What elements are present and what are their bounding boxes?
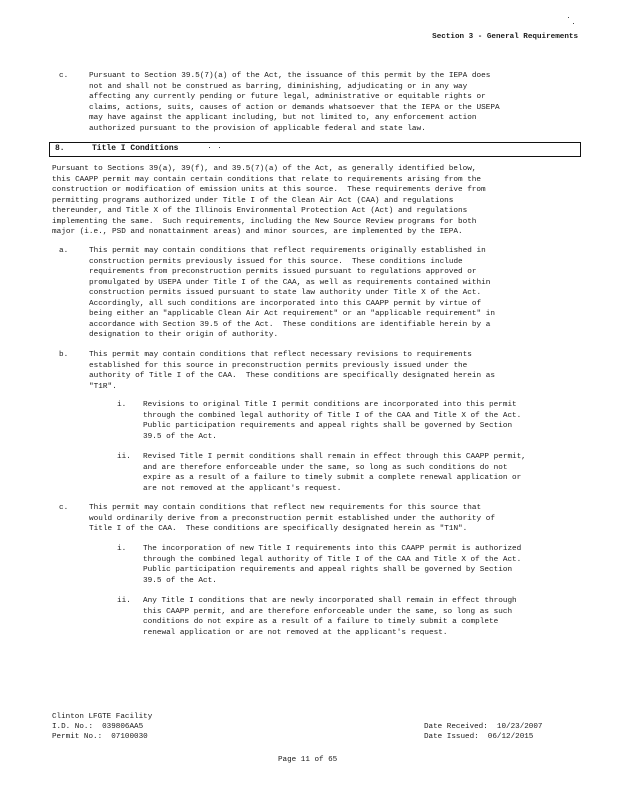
text-line: permitting programs authorized under Title I of the Clean Air Act (CAA) and regulations (52, 196, 454, 205)
item-b-ii-text (143, 452, 526, 494)
item-a-label: a. (59, 247, 69, 255)
text-line: accordance with Section 39.5 of the Act. These conditions are identifiable herein by a (89, 320, 491, 329)
text-line: Any Title I conditions that are newly incorporated shall remain in effect through (143, 597, 517, 605)
section-header: Section 3 - General Requirements (432, 33, 578, 41)
text-line: established for this source in preconstruction permits previously issued under the (89, 361, 468, 370)
item-b-i-label: i. (117, 401, 127, 409)
text-line: this CAAPP permit may contain certain conditions that relate to requirements arising from the (52, 175, 482, 184)
para-c-label: c. (59, 72, 69, 80)
para-c-text (89, 71, 500, 134)
text-line: promulgated by USEPA under Title I of the CAA, as well as requirements contained within (89, 278, 491, 287)
text-line: not and shall not be construed as barring, diminishing, adjudicating or in any way (89, 82, 468, 91)
text-line: major (i.e., PSD and nonattainment areas) and minor sources, are implemented by the IEPA. (52, 228, 463, 236)
text-line: conditions do not expire as a result of a failure to timely submit a complete (143, 618, 499, 626)
footer-permit-no: Permit No.: 07100030 (52, 733, 148, 741)
text-line: construction or modification of emission units at this source. These requirements derive from (52, 186, 486, 194)
text-line: thereunder, and Title X of the Illinois Environmental Protection Act (Act) and regulations (52, 207, 468, 215)
text-line: designation to their origin of authority. (89, 331, 279, 339)
text-line: being either an "applicable Clean Air Act requirement" or an "applicable requirement" in (89, 310, 495, 318)
item-c-ii-text (143, 596, 517, 638)
text-line: authority of Title I of the CAA. These conditions are specifically designated herein as (89, 372, 495, 380)
section-heading-box (49, 142, 581, 157)
text-line: This permit may contain conditions that reflect requirements originally established in (89, 247, 486, 255)
text-line: requirements from preconstruction permits issued pursuant to regulations approved or (89, 268, 477, 276)
item-c-i-label: i. (117, 545, 127, 553)
item-b-i-text (143, 400, 521, 442)
footer-id-no: I.D. No.: 039806AA5 (52, 723, 144, 731)
text-line: and are therefore enforceable under the same, so long as such conditions do not (143, 463, 508, 472)
text-line: Title I of the CAA. These conditions are specifically designated herein as "T1N". (89, 525, 468, 533)
text-line: 39.5 of the Act. (143, 432, 217, 441)
text-line: through the combined legal authority of Title I of the CAA and Title X of the Act. (143, 555, 522, 564)
text-line: The incorporation of new Title I requirements into this CAAPP permit is authorized (143, 545, 522, 553)
item-b-label: b. (59, 351, 69, 359)
section-title: Title I Conditions (92, 144, 179, 153)
item-b-ii-label: ii. (117, 453, 131, 461)
item-a-text (89, 246, 495, 341)
text-line: implementing the same. Such requirements, including the New Source Review programs for both (52, 217, 477, 226)
footer-date-issued: Date Issued: 06/12/2015 (424, 733, 534, 741)
text-line: this CAAPP permit, and are therefore enforceable under the same, so long as such (143, 607, 513, 616)
footer-date-received: Date Received: 10/23/2007 (424, 723, 543, 731)
intro-paragraph (52, 164, 486, 238)
text-line: expire as a result of a failure to timely submit a complete renewal application or (143, 474, 522, 482)
text-line: Public participation requirements and appeal rights shall be governed by Section (143, 566, 513, 574)
item-b-text (89, 350, 495, 392)
text-line: Revisions to original Title I permit conditions are incorporated into this permit (143, 401, 517, 409)
text-line: construction permits issued pursuant to state law authority under Title X of the Act. (89, 289, 482, 297)
text-line: would ordinarily derive from a preconstruction permit established under the authority of (89, 514, 495, 523)
scan-speck (568, 17, 569, 18)
text-line: claims, actions, suits, causes of action or demands whatsoever that the IEPA or the USEPA (89, 103, 500, 112)
text-line: This permit may contain conditions that reflect necessary revisions to requirements (89, 351, 472, 359)
text-line: renewal application or are not removed at the applicant's request. (143, 628, 448, 637)
text-line: Public participation requirements and appeal rights shall be governed by Section (143, 422, 513, 430)
text-line: Revised Title I permit conditions shall remain in effect through this CAAPP permit, (143, 453, 526, 461)
scan-speck (209, 147, 210, 148)
text-line: construction permits previously issued for this source. These conditions include (89, 257, 463, 266)
item-c-ii-label: ii. (117, 597, 131, 605)
text-line: "T1R". (89, 382, 117, 391)
item-c-text (89, 503, 495, 535)
scan-speck (219, 147, 220, 148)
text-line: Pursuant to Sections 39(a), 39(f), and 39.5(7)(a) of the Act, as generally identified below, (52, 165, 477, 173)
text-line: authorized pursuant to the provision of applicable federal and state law. (89, 124, 426, 133)
text-line: through the combined legal authority of Title I of the CAA and Title X of the Act. (143, 411, 522, 420)
item-c-label: c. (59, 504, 69, 512)
footer-facility: Clinton LFGTE Facility (52, 713, 153, 721)
scan-speck (573, 23, 574, 24)
section-number: 8. (55, 144, 65, 153)
text-line: may have against the applicant including, but not limited to, any enforcement action (89, 114, 477, 122)
text-line: Accordingly, all such conditions are incorporated into this CAAPP permit by virtue of (89, 299, 482, 308)
text-line: Pursuant to Section 39.5(7)(a) of the Act, the issuance of this permit by the IEPA does (89, 72, 491, 80)
text-line: affecting any currently pending or future legal, administrative or equitable rights or (89, 93, 486, 101)
page-number: Page 11 of 65 (278, 756, 338, 764)
text-line: This permit may contain conditions that reflect new requirements for this source that (89, 504, 482, 512)
text-line: are not removed at the applicant's request. (143, 484, 342, 493)
text-line: 39.5 of the Act. (143, 576, 217, 585)
item-c-i-text (143, 544, 521, 586)
